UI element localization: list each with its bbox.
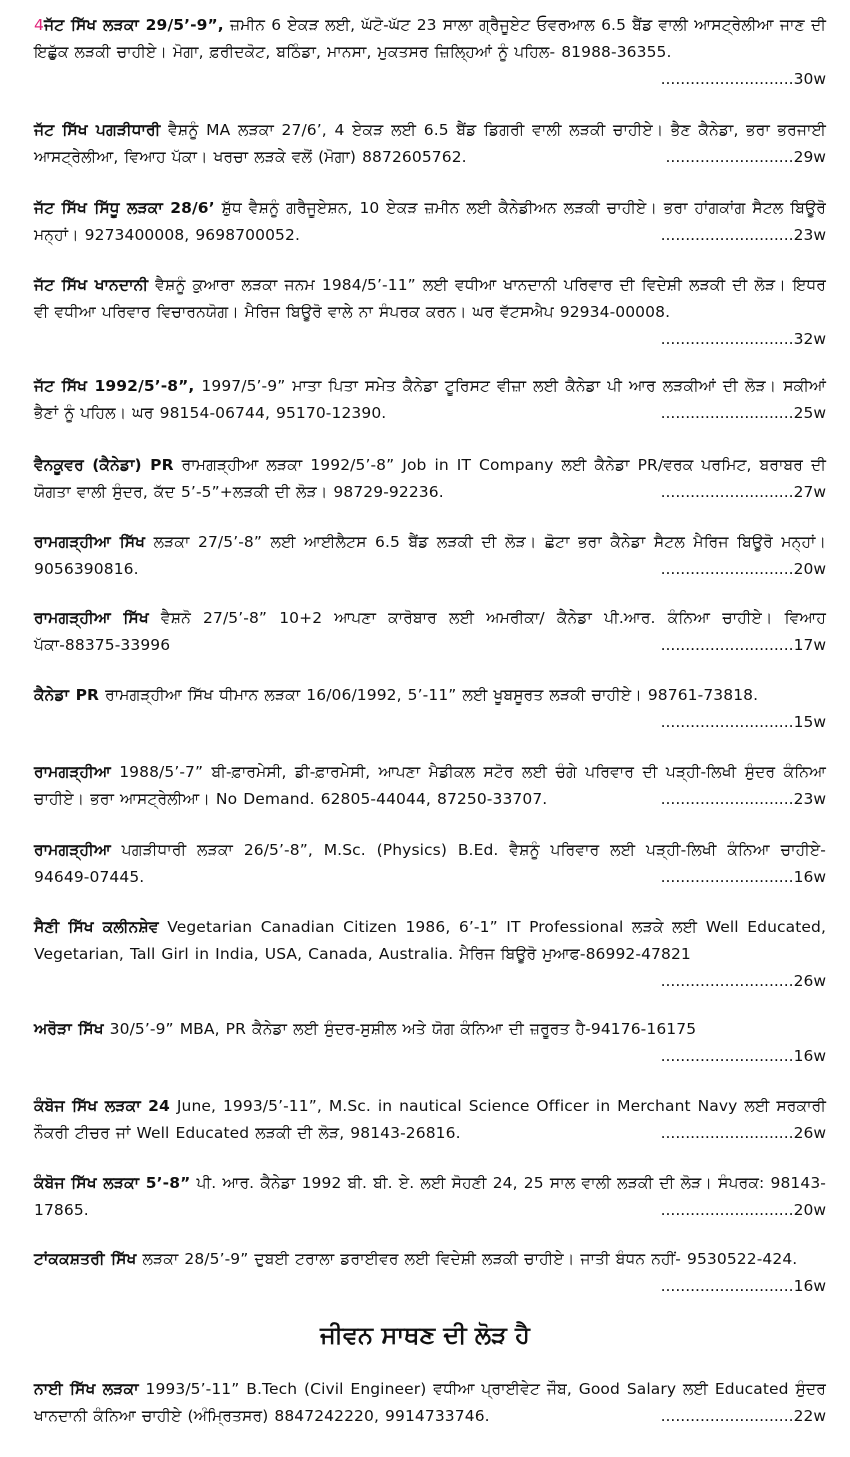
ad-marker: 4 (34, 16, 44, 34)
section-heading: ਜੀਵਨ ਸਾਥਣ ਦੀ ਲੋੜ ਹੈ (320, 1321, 530, 1349)
ad-heading: ਜੱਟ ਸਿੱਖ ਲੜਕਾ 29/5’-9”, (43, 16, 224, 34)
ad-body: ਪਗੜੀਧਾਰੀ ਲੜਕਾ 26/5’-8”, M.Sc. (Physics) B.Ed. ਵੈਸ਼ਨੂੰ ਪਰਿਵਾਰ ਲਈ ਪੜ੍ਹੀ-ਲਿਖੀ ਕੰਨਿਆ ਚਾਹੀਏ- 94649-07445. (34, 841, 826, 886)
classified-ad (34, 682, 826, 731)
ad-word-count: ...........................16w (660, 1047, 826, 1065)
ad-body: ਵੈਸ਼ਨੂੰ ਕੁਆਰਾ ਲੜਕਾ ਜਨਮ 1984/5’-11” ਲਈ ਵਧੀਆ ਖਾਨਦਾਨੀ ਪਰਿਵਾਰ ਦੀ ਵਿਦੇਸ਼ੀ ਲੜਕੀ ਦੀ ਲੋੜ। ਇਧਰ ਵੀ ਵਧੀਆ ਪਰਿਵਾਰ ਵਿਚਾਰਨਯੋਗ। ਮੈਰਿਜ ਬਿਊਰੋ ਵਾਲੇ ਨਾ ਸੰਪਰਕ ਕਰਨ। ਘਰ ਵੱਟਸਐਪ 92934-00008. (34, 276, 826, 321)
ad-body: 1988/5’-7” ਬੀ-ਫ਼ਾਰਮੇਸੀ, ਡੀ-ਫ਼ਾਰਮੇਸੀ, ਆਪਣਾ ਮੈਡੀਕਲ ਸਟੋਰ ਲਈ ਚੰਗੇ ਪਰਿਵਾਰ ਦੀ ਪੜ੍ਹੀ-ਲਿਖੀ ਸੁੰਦਰ ਕੰਨਿਆ ਚਾਹੀਏ। ਭਰਾ ਆਸਟ੍ਰੇਲੀਆ। No Demand. 62805-44044, 87250-33707. (34, 763, 826, 808)
ad-heading: ਰਾਮਗੜ੍ਹੀਆ (34, 763, 111, 781)
classified-ad (34, 1170, 826, 1224)
ad-body: June, 1993/5’-11”, M.Sc. in nautical Science Officer in Merchant Navy ਲਈ ਸਰਕਾਰੀ ਨੌਕਰੀ ਟੀਚਰ ਜਾਂ Well Educated ਲੜਕੀ ਦੀ ਲੋੜ, 98143-26816. (34, 1097, 826, 1142)
ad-word-count: ...........................25w (651, 400, 826, 427)
ad-word-count: ...........................15w (660, 713, 826, 731)
ad-heading: ਕੰਬੋਜ ਸਿੱਖ ਲੜਕਾ 5’-8” (34, 1174, 191, 1192)
ad-body: ਰਾਮਗੜ੍ਹੀਆ ਲੜਕਾ 1992/5’-8” Job in IT Company ਲਈ ਕੈਨੇਡਾ PR/ਵਰਕ ਪਰਮਿਟ, ਬਰਾਬਰ ਦੀ ਯੋਗਤਾ ਵਾਲੀ ਸੁੰਦਰ, ਕੱਦ 5’-5”+ਲੜਕੀ ਦੀ ਲੋੜ। 98729-92236. (34, 456, 826, 501)
ad-word-count: ...........................27w (651, 479, 826, 506)
ad-heading: ਰਾਮਗੜ੍ਹੀਆ ਸਿੱਖ (34, 533, 146, 551)
classified-ad (34, 117, 826, 171)
ad-body: ਲੜਕਾ 28/5’-9” ਦੁਬਈ ਟਰਾਲਾ ਡਰਾਈਵਰ ਲਈ ਵਿਦੇਸ਼ੀ ਲੜਕੀ ਚਾਹੀਏ। ਜਾਤੀ ਬੰਧਨ ਨਹੀਂ- 9530522-424. (136, 1250, 798, 1268)
ad-body: ਸ਼ੁੱਧ ਵੈਸ਼ਨੂੰ ਗਰੈਜੂਏਸ਼ਨ, 10 ਏਕੜ ਜ਼ਮੀਨ ਲਈ ਕੈਨੇਡੀਅਨ ਲੜਕੀ ਚਾਹੀਏ। ਭਰਾ ਹਾਂਗਕਾਂਗ ਸੈਟਲ ਬਿਊਰੋ ਮਨ੍ਹਾਂ। 9273400008, 9698700052. (34, 199, 827, 244)
ad-body: 1997/5’-9” ਮਾਤਾ ਪਿਤਾ ਸਮੇਤ ਕੈਨੇਡਾ ਟੂਰਿਸਟ ਵੀਜ਼ਾ ਲਈ ਕੈਨੇਡਾ ਪੀ ਆਰ ਲੜਕੀਆਂ ਦੀ ਲੋੜ। ਸਕੀਆਂ ਭੈਣਾਂ ਨੂੰ ਪਹਿਲ। ਘਰ 98154-06744, 95170-12390. (34, 377, 826, 422)
ad-heading: ਅਰੋੜਾ ਸਿੱਖ (34, 1020, 104, 1038)
ad-body: ਵੈਸ਼ਨੂੰ MA ਲੜਕਾ 27/6’, 4 ਏਕੜ ਲਈ 6.5 ਬੈਂਡ ਡਿਗਰੀ ਵਾਲੀ ਲੜਕੀ ਚਾਹੀਏ। ਭੈਣ ਕੈਨੇਡਾ, ਭਰਾ ਭਰਜਾਈ ਆਸਟ੍ਰੇਲੀਆ, ਵਿਆਹ ਪੱਕਾ। ਖਰਚਾ ਲੜਕੇ ਵਲੋਂ (ਮੋਗਾ) 8872605762. (34, 121, 827, 166)
ad-word-count: ...........................26w (651, 1120, 826, 1147)
ad-body: ਲੜਕਾ 27/5’-8” ਲਈ ਆਈਲੈਟਸ 6.5 ਬੈਂਡ ਲੜਕੀ ਦੀ ਲੋੜ। ਛੋਟਾ ਭਰਾ ਕੈਨੇਡਾ ਸੈਟਲ ਮੈਰਿਜ ਬਿਊਰੋ ਮਨ੍ਹਾਂ। 9056390816. (34, 533, 827, 578)
ad-word-count: ...........................22w (651, 1403, 826, 1430)
ad-word-count: ...........................23w (651, 222, 826, 249)
ad-heading: ਵੈਨਕੂਵਰ (ਕੈਨੇਡਾ) PR (34, 456, 174, 474)
ad-body: ਪੀ. ਆਰ. ਕੈਨੇਡਾ 1992 ਬੀ. ਬੀ. ਏ. ਲਈ ਸੋਹਣੀ 24, 25 ਸਾਲ ਵਾਲੀ ਲੜਕੀ ਦੀ ਲੋੜ। ਸੰਪਰਕ: 98143-17865. (34, 1174, 826, 1219)
ad-word-count: ...........................23w (651, 786, 826, 813)
ad-word-count: ...........................16w (651, 1273, 826, 1300)
classified-ad (34, 373, 826, 427)
ad-word-count: ...........................30w (660, 70, 826, 88)
classified-ad (34, 12, 826, 88)
classified-ad (34, 837, 826, 891)
ad-heading: ਜੱਟ ਸਿੱਖ ਪਗੜੀਧਾਰੀ (34, 121, 161, 139)
classified-ad (34, 1093, 826, 1147)
classified-ad (34, 1376, 826, 1430)
ad-heading: ਜੱਟ ਸਿੱਖ 1992/5’-8”, (34, 377, 195, 395)
ad-heading: ਜੱਟ ਸਿੱਖ ਖਾਨਦਾਨੀ (34, 276, 149, 294)
classified-ad (34, 914, 827, 990)
ad-heading: ਕੈਨੇਡਾ PR (34, 686, 100, 704)
ad-heading: ਟਾਂਕਕਸ਼ਤਰੀ ਸਿੱਖ (34, 1250, 137, 1268)
ad-word-count: ...........................26w (660, 972, 826, 990)
ad-heading: ਨਾਈ ਸਿੱਖ ਲੜਕਾ (34, 1380, 139, 1398)
classified-ad (34, 195, 826, 249)
ad-body: 30/5’-9” MBA, PR ਕੈਨੇਡਾ ਲਈ ਸੁੰਦਰ-ਸੁਸ਼ੀਲ ਅਤੇ ਯੋਗ ਕੰਨਿਆ ਦੀ ਜ਼ਰੂਰਤ ਹੈ-94176-16175 (103, 1020, 697, 1038)
ad-body: ਜ਼ਮੀਨ 6 ਏਕੜ ਲਈ, ਘੱਟੋ-ਘੱਟ 23 ਸਾਲਾ ਗ੍ਰੈਜੂਏਟ ਓਵਰਆਲ 6.5 ਬੈਂਡ ਵਾਲੀ ਆਸਟ੍ਰੇਲੀਆ ਜਾਣ ਦੀ ਇਛੁੱਕ ਲੜਕੀ ਚਾਹੀਏ। ਮੋਗਾ, ਫ਼ਰੀਦਕੋਟ, ਬਠਿੰਡਾ, ਮਾਨਸਾ, ਮੁਕਤਸਰ ਜ਼ਿਲ੍ਹਿਆਂ ਨੂੰ ਪਹਿਲ- 81988-36355. (34, 16, 826, 61)
ad-word-count: ...........................20w (651, 1197, 826, 1224)
ad-word-count: ...........................32w (660, 330, 826, 348)
classified-ad (34, 1246, 826, 1295)
ad-heading: ਕੰਬੋਜ ਸਿੱਖ ਲੜਕਾ 24 (34, 1097, 170, 1115)
classified-ad (34, 452, 826, 506)
ad-word-count: ...........................16w (651, 864, 826, 891)
ad-heading: ਰਾਮਗੜ੍ਹੀਆ ਸਿੱਖ (34, 609, 149, 627)
ad-word-count: ..........................29w (655, 144, 826, 171)
ad-heading: ਸੈਣੀ ਸਿੱਖ ਕਲੀਨਸ਼ੇਵ (34, 918, 159, 936)
classified-ad (34, 272, 826, 348)
classified-ad (34, 759, 826, 813)
ad-word-count: ...........................20w (651, 556, 826, 583)
ad-word-count: ...........................17w (651, 632, 826, 659)
ad-body: 1993/5’-11” B.Tech (Civil Engineer) ਵਧੀਆ ਪ੍ਰਾਈਵੇਟ ਜੌਬ, Good Salary ਲਈ Educated ਸੁੰਦਰ ਖਾਨਦਾਨੀ ਕੰਨਿਆ ਚਾਹੀਏ (ਅੰਮ੍ਰਿਤਸਰ) 8847242220, 9914733746. (34, 1380, 826, 1425)
classified-ad (34, 1016, 826, 1065)
ad-body: ਰਾਮਗੜ੍ਹੀਆ ਸਿੱਖ ਧੀਮਾਨ ਲੜਕਾ 16/06/1992, 5’-11” ਲਈ ਖੂਬਸੂਰਤ ਲੜਕੀ ਚਾਹੀਏ। 98761-73818. (99, 686, 759, 704)
ad-heading: ਰਾਮਗੜ੍ਹੀਆ (34, 841, 111, 859)
classified-ad (34, 605, 826, 659)
ad-body: Vegetarian Canadian Citizen 1986, 6’-1” IT Professional ਲੜਕੇ ਲਈ Well Educated, Vegetarian, Tall Girl in India, USA, Canada, Australia. ਮੈਰਿਜ ਬਿਊਰੋ ਮੁਆਫ-86992-47821 (34, 918, 827, 963)
classified-ad (34, 529, 826, 583)
ad-heading: ਜੱਟ ਸਿੱਖ ਸਿੱਧੂ ਲੜਕਾ 28/6’ (34, 199, 215, 217)
ad-body: ਵੈਸ਼ਨੋ 27/5’-8” 10+2 ਆਪਣਾ ਕਾਰੋਬਾਰ ਲਈ ਅਮਰੀਕਾ/ ਕੈਨੇਡਾ ਪੀ.ਆਰ. ਕੰਨਿਆ ਚਾਹੀਏ। ਵਿਆਹ ਪੱਕਾ-88375-33996 (34, 609, 826, 654)
